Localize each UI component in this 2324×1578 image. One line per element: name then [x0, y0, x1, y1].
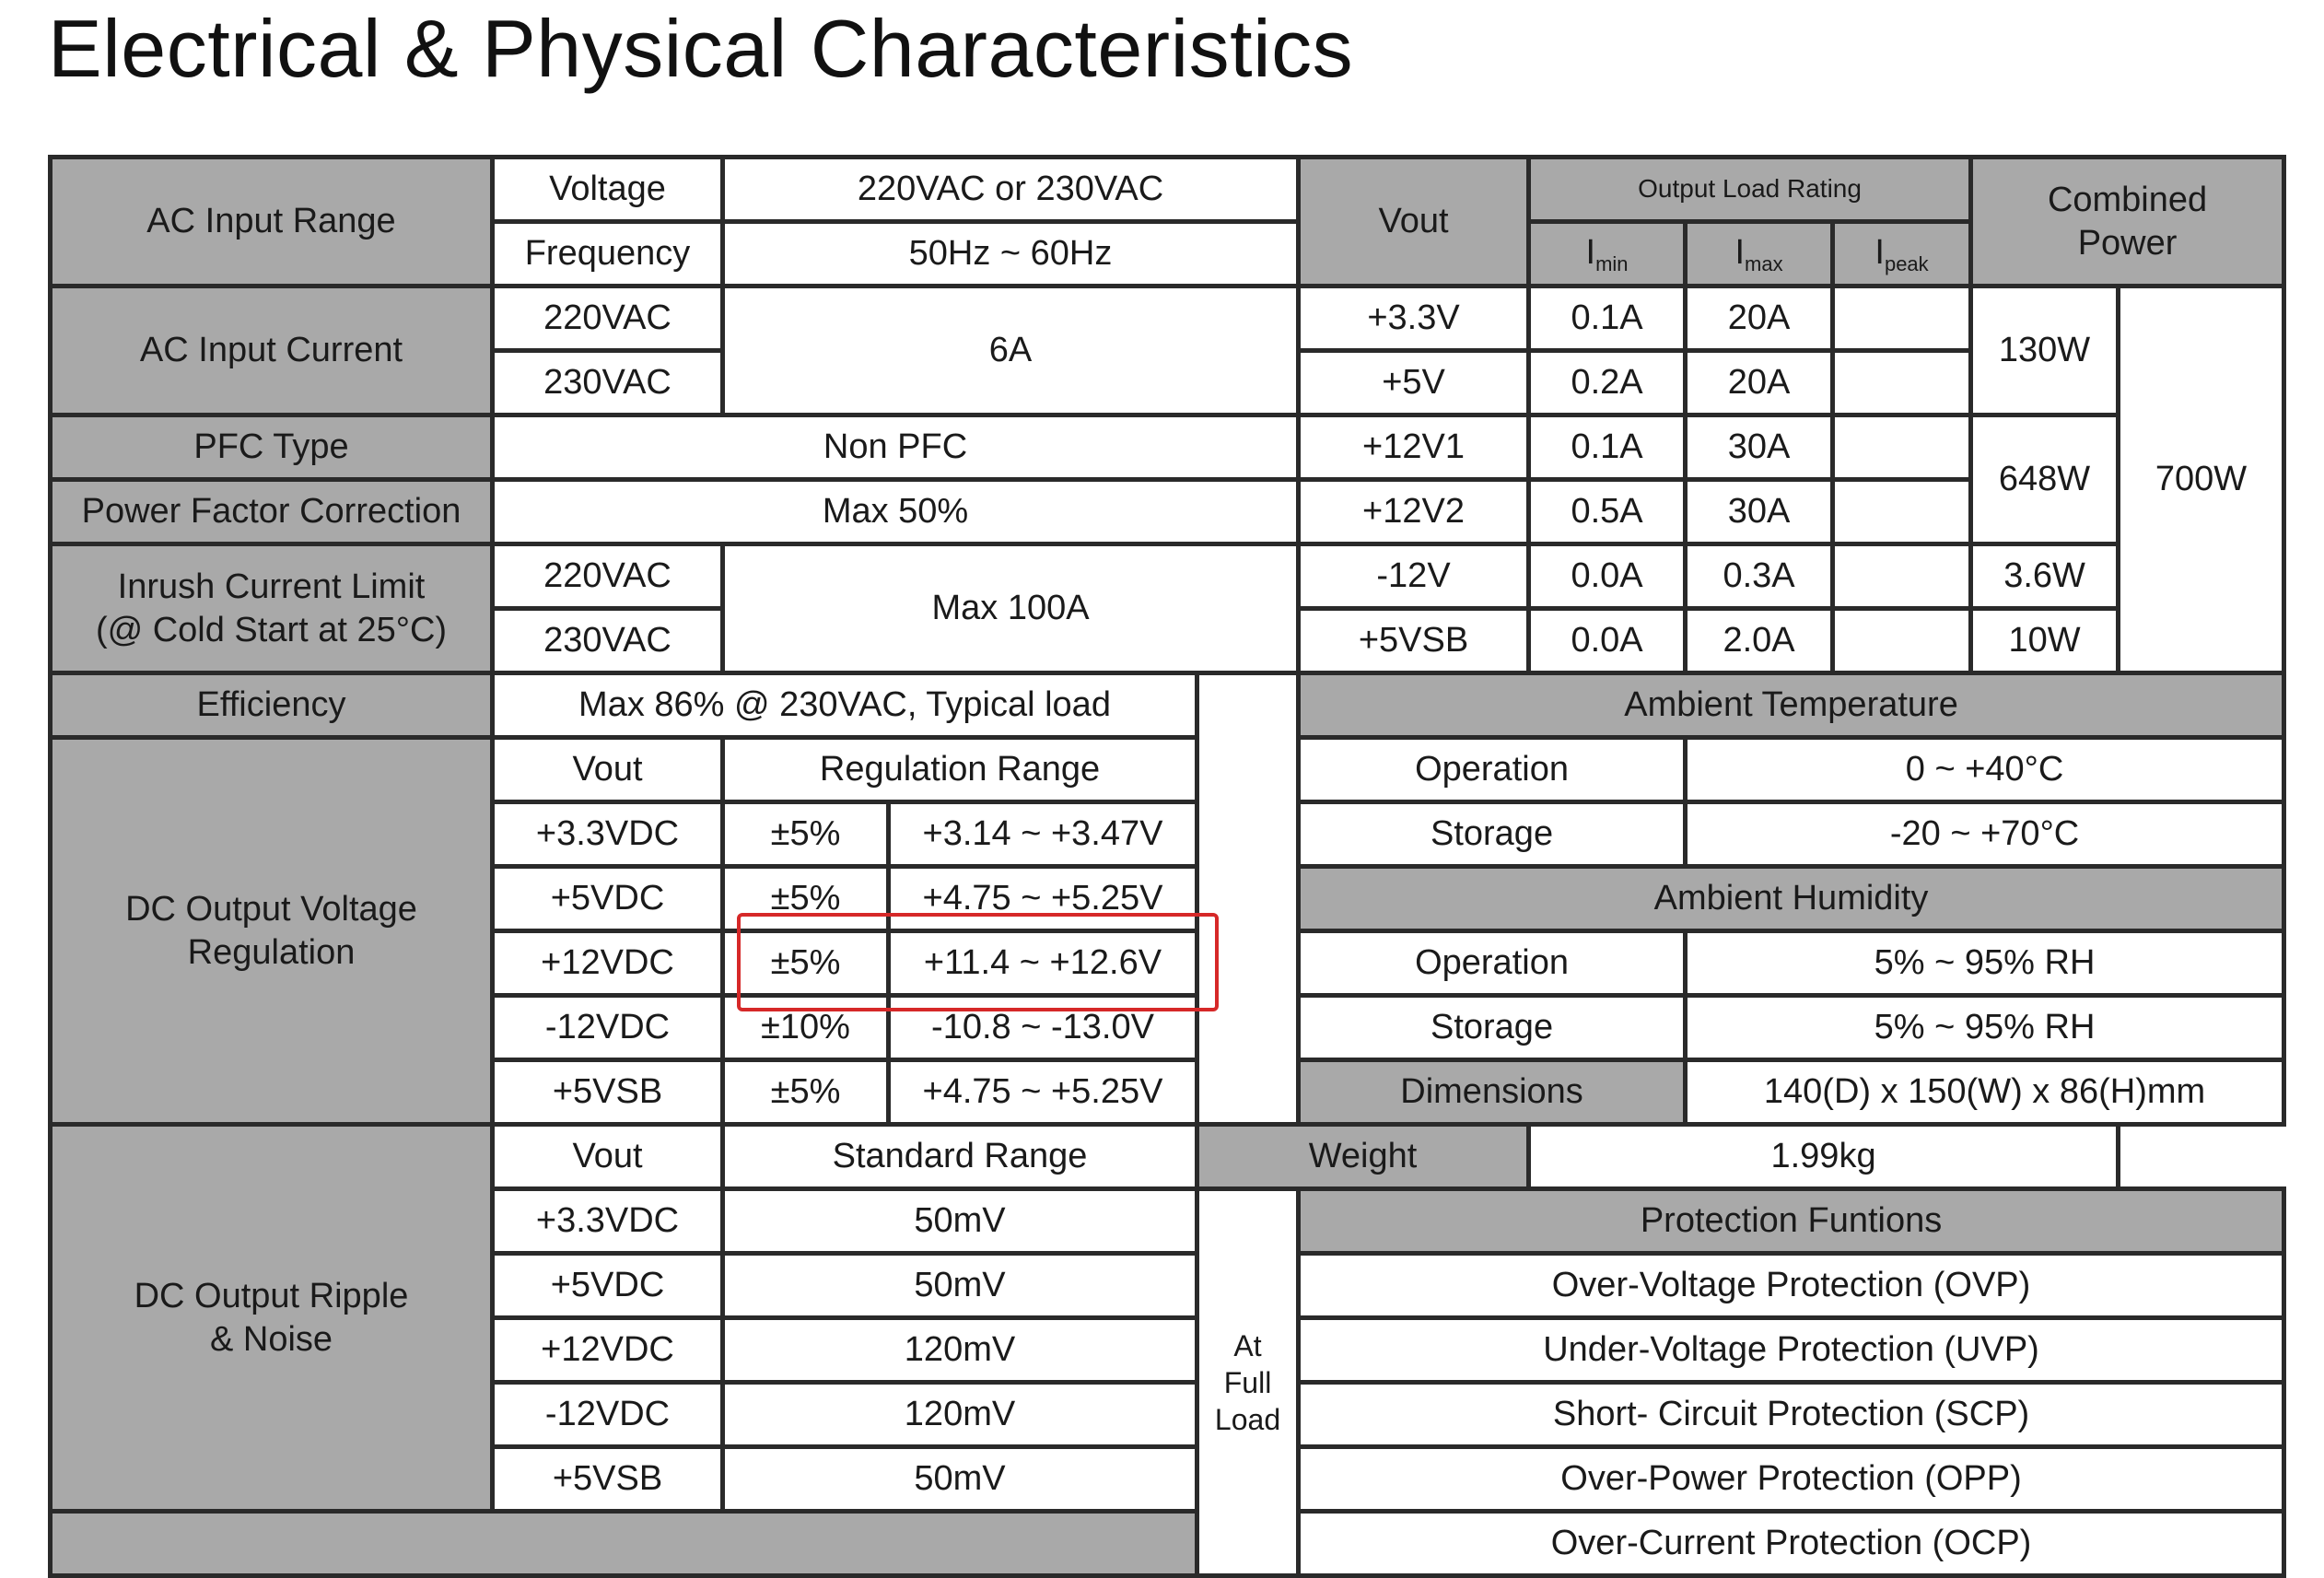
load-imax: 30A: [1686, 415, 1833, 480]
ripple-vout: +12VDC: [493, 1318, 723, 1383]
regulation-range: -10.8 ~ -13.0V: [889, 996, 1197, 1060]
ripple-value: 120mV: [723, 1383, 1197, 1447]
load-imax: 20A: [1686, 286, 1833, 351]
inrush-voltage-1: 220VAC: [493, 544, 723, 609]
row-label-dc-regulation: [51, 738, 493, 1125]
load-imax: 0.3A: [1686, 544, 1833, 609]
row-label-dc-ripple: [51, 1125, 493, 1512]
inrush-voltage-2: 230VAC: [493, 609, 723, 673]
regulation-note: [1197, 673, 1299, 1125]
row-label-inrush: [51, 544, 493, 673]
ipeak-header: [1833, 222, 1971, 286]
ripple-value: 120mV: [723, 1318, 1197, 1383]
regulation-vout: +3.3VDC: [493, 802, 723, 867]
table-row: [51, 1512, 2284, 1576]
ripple-note: [1197, 1189, 1299, 1576]
regulation-vout-header: Vout: [493, 738, 723, 802]
weight-label: Weight: [1197, 1125, 1529, 1189]
protection-item: Over-Power Protection (OPP): [1299, 1447, 2284, 1512]
load-imax: 20A: [1686, 351, 1833, 415]
frequency-label: Frequency: [493, 222, 723, 286]
combined-power-total: 700W: [2119, 286, 2284, 673]
dc-ripple-label-line2: & Noise: [209, 1319, 333, 1359]
weight-value: 1.99kg: [1529, 1125, 2119, 1189]
imax-main: I: [1734, 232, 1746, 272]
combined-power-neg12v: 3.6W: [1971, 544, 2119, 609]
humidity-operation-label: Operation: [1299, 931, 1686, 996]
protection-item: Over-Current Protection (OCP): [1299, 1512, 2284, 1576]
row-label-efficiency: Efficiency: [51, 673, 493, 738]
table-row: [51, 415, 2284, 480]
table-row: [51, 158, 2284, 222]
dc-regulation-label-line2: Regulation: [187, 932, 356, 972]
temp-operation-value: 0 ~ +40°C: [1686, 738, 2284, 802]
table-row: [51, 286, 2284, 351]
load-imax: 2.0A: [1686, 609, 1833, 673]
ripple-vout: +5VDC: [493, 1254, 723, 1318]
row-label-ac-input-current: AC Input Current: [51, 286, 493, 415]
ripple-vout-header: Vout: [493, 1125, 723, 1189]
table-row: [51, 673, 2284, 738]
output-load-rating-header: Output Load Rating: [1529, 158, 1971, 222]
power-factor-value: Max 50%: [493, 480, 1299, 544]
ac-current-value: 6A: [723, 286, 1299, 415]
regulation-tolerance: ±10%: [723, 996, 889, 1060]
humidity-operation-value: 5% ~ 95% RH: [1686, 931, 2284, 996]
efficiency-value: Max 86% @ 230VAC, Typical load: [493, 673, 1197, 738]
regulation-range: +3.14 ~ +3.47V: [889, 802, 1197, 867]
load-vout: +12V1: [1299, 415, 1529, 480]
inrush-value: Max 100A: [723, 544, 1299, 673]
row-label-pfc-type: PFC Type: [51, 415, 493, 480]
row-label-power-factor: Power Factor Correction: [51, 480, 493, 544]
humidity-storage-value: 5% ~ 95% RH: [1686, 996, 2284, 1060]
load-ipeak: [1833, 544, 1971, 609]
table-row: [51, 480, 2284, 544]
load-vout: +5VSB: [1299, 609, 1529, 673]
ripple-value: 50mV: [723, 1189, 1197, 1254]
humidity-storage-label: Storage: [1299, 996, 1686, 1060]
ambient-temperature-header: Ambient Temperature: [1299, 673, 2284, 738]
dimensions-label: Dimensions: [1299, 1060, 1686, 1125]
imin-main: I: [1585, 232, 1596, 272]
combined-power-3v3-5v: 130W: [1971, 286, 2119, 415]
blank-footer-cell: [51, 1512, 1197, 1576]
ipeak-main: I: [1874, 232, 1885, 272]
pfc-type-value: Non PFC: [493, 415, 1299, 480]
regulation-vout: +5VDC: [493, 867, 723, 931]
page-title: Electrical & Physical Characteristics: [48, 3, 1354, 94]
row-label-ac-input-range: AC Input Range: [51, 158, 493, 286]
regulation-range: +4.75 ~ +5.25V: [889, 867, 1197, 931]
regulation-vout: +5VSB: [493, 1060, 723, 1125]
combined-power-line1: Combined: [2047, 181, 2208, 220]
ripple-note-line2: Full: [1223, 1365, 1272, 1399]
ripple-value: 50mV: [723, 1254, 1197, 1318]
combined-power-12v: 648W: [1971, 415, 2119, 544]
load-imax: 30A: [1686, 480, 1833, 544]
table-row: [51, 1125, 2284, 1189]
dc-ripple-label-line1: DC Output Ripple: [134, 1277, 409, 1316]
regulation-tolerance: ±5%: [723, 867, 889, 931]
load-imin: 0.1A: [1529, 286, 1686, 351]
temp-storage-value: -20 ~ +70°C: [1686, 802, 2284, 867]
regulation-tolerance: ±5%: [723, 802, 889, 867]
imin-sub: min: [1595, 251, 1629, 275]
ripple-vout: +5VSB: [493, 1447, 723, 1512]
combined-power-header: [1971, 158, 2284, 286]
spec-table: [48, 155, 2286, 1578]
load-ipeak: [1833, 609, 1971, 673]
load-imin: 0.2A: [1529, 351, 1686, 415]
inrush-label-line1: Inrush Current Limit: [117, 567, 426, 607]
ac-current-voltage-1: 220VAC: [493, 286, 723, 351]
dc-regulation-label-line1: DC Output Voltage: [125, 890, 417, 929]
protection-item: Over-Voltage Protection (OVP): [1299, 1254, 2284, 1318]
regulation-range: +11.4 ~ +12.6V: [889, 931, 1197, 996]
regulation-tolerance: ±5%: [723, 931, 889, 996]
ripple-note-line3: Load: [1214, 1402, 1281, 1436]
imax-sub: max: [1745, 251, 1783, 275]
voltage-value: 220VAC or 230VAC: [723, 158, 1299, 222]
table-row: [51, 738, 2284, 802]
ambient-humidity-header: Ambient Humidity: [1299, 867, 2284, 931]
dimensions-value: 140(D) x 150(W) x 86(H)mm: [1686, 1060, 2284, 1125]
load-vout: +12V2: [1299, 480, 1529, 544]
inrush-label-line2: (@ Cold Start at 25°C): [95, 610, 448, 649]
ripple-note-line1: At: [1233, 1328, 1262, 1362]
protection-item: Under-Voltage Protection (UVP): [1299, 1318, 2284, 1383]
combined-power-5vsb: 10W: [1971, 609, 2119, 673]
regulation-range-header: Regulation Range: [723, 738, 1197, 802]
combined-power-line2: Power: [2077, 223, 2178, 263]
load-imin: 0.0A: [1529, 609, 1686, 673]
regulation-vout: +12VDC: [493, 931, 723, 996]
load-imin: 0.0A: [1529, 544, 1686, 609]
protection-header: Protection Funtions: [1299, 1189, 2284, 1254]
load-vout: +5V: [1299, 351, 1529, 415]
regulation-vout: -12VDC: [493, 996, 723, 1060]
load-ipeak: [1833, 351, 1971, 415]
ripple-value: 50mV: [723, 1447, 1197, 1512]
ripple-vout: +3.3VDC: [493, 1189, 723, 1254]
load-vout: -12V: [1299, 544, 1529, 609]
load-imin: 0.1A: [1529, 415, 1686, 480]
table-row: [51, 544, 2284, 609]
load-ipeak: [1833, 286, 1971, 351]
temp-operation-label: Operation: [1299, 738, 1686, 802]
protection-item: Short- Circuit Protection (SCP): [1299, 1383, 2284, 1447]
output-vout-header: Vout: [1299, 158, 1529, 286]
load-imin: 0.5A: [1529, 480, 1686, 544]
load-ipeak: [1833, 415, 1971, 480]
load-ipeak: [1833, 480, 1971, 544]
ac-current-voltage-2: 230VAC: [493, 351, 723, 415]
regulation-range: +4.75 ~ +5.25V: [889, 1060, 1197, 1125]
imax-header: [1686, 222, 1833, 286]
frequency-value: 50Hz ~ 60Hz: [723, 222, 1299, 286]
imin-header: [1529, 222, 1686, 286]
ripple-range-header: Standard Range: [723, 1125, 1197, 1189]
ripple-vout: -12VDC: [493, 1383, 723, 1447]
ipeak-sub: peak: [1884, 251, 1929, 275]
load-vout: +3.3V: [1299, 286, 1529, 351]
regulation-tolerance: ±5%: [723, 1060, 889, 1125]
temp-storage-label: Storage: [1299, 802, 1686, 867]
voltage-label: Voltage: [493, 158, 723, 222]
